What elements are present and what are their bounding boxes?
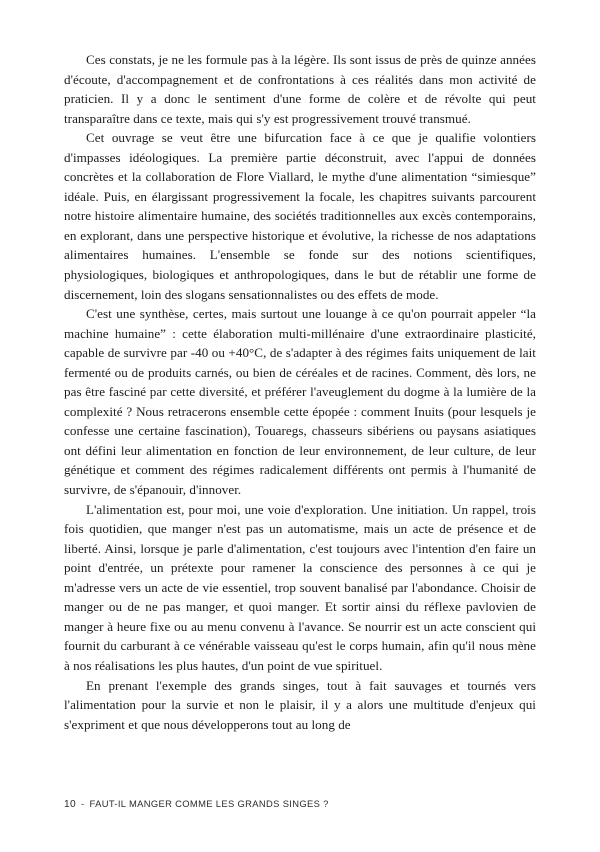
page-footer [64,798,536,810]
footer-book-title: FAUT-IL MANGER COMME LES GRANDS SINGES ? [89,798,329,809]
paragraph: En prenant l'exemple des grands singes, tout à fait sauvages et tournés vers l'alimentation pour la survie et non le plaisir, il y a alors une multitude d'enjeux qui s'expriment et que nous développerons tout au long de [64,677,536,732]
footer-separator: - [81,798,85,809]
paragraph: C'est une synthèse, certes, mais surtout une louange à ce qu'on pourrait appeler “la machine humaine” : cette élaboration multi-millénaire d'une extraordinaire plasticité, capable de survivre par -40 ou +40°C, de s'adapter à des régimes faits uniquement de lait fermenté ou de produits carnés, ou bien de céréales et de racines. Comment, dès lors, ne pas être fasciné par cette diversité, et préférer l'aveuglement du dogme à la lumière de la complexité ? Nous retracerons ensemble cette épopée : comment Inuits (pour lesquels je confesse une certaine fascination), Touaregs, chasseurs sibériens ou paysans asiatiques ont défini leur alimentation en fonction de leur environnement, de leur culture, de leur génétique et comment des régimes radicalement différents ont permis à l'humanité de survivre, de s'épanouir, d'innover. [64,306,536,498]
page-number: 10 [64,799,77,810]
body-text-column [64,50,536,734]
paragraph: Cet ouvrage se veut être une bifurcation face à ce que je qualifie volontiers d'impasses idéologiques. La première partie déconstruit, avec l'appui de données concrètes et la collaboration de Flore Viallard, le mythe d'une alimentation “simiesque” idéale. Puis, en élargissant progressivement la focale, les chapitres suivants parcourent notre histoire alimentaire humaine, des sociétés traditionnelles aux excès contemporains, en explorant, dans une perspective historique et évolutive, la richesse de nos adaptations alimentaires humaines. L'ensemble se fonde sur des notions scientifiques, physiologiques, biologiques et anthropologiques, dans le but de rétablir une forme de discernement, loin des slogans sensationnalistes ou des effets de mode. [64,130,536,302]
paragraph: Ces constats, je ne les formule pas à la légère. Ils sont issus de près de quinze années d'écoute, d'accompagnement et de confrontations à ces réalités dans mon activité de praticien. Il y a donc le sentiment d'une forme de colère et de révolte qui peut transparaître dans ce texte, mais qui s'y est progressivement trouvé transmué. [64,52,536,126]
paragraph: L'alimentation est, pour moi, une voie d'exploration. Une initiation. Un rappel, trois fois quotidien, que manger n'est pas un automatisme, mais un acte de présence et de liberté. Ainsi, lorsque je parle d'alimentation, c'est toujours avec l'intention d'en faire un point d'entrée, un prétexte pour ramener la conscience des personnes à ce qui je m'adresse vers un acte de vie essentiel, trop souvent banalisé par l'abondance. Choisir de manger ou de ne pas manger, et quoi manger. Et sortir ainsi du réflexe pavlovien de manger à heure fixe ou au menu convenu à l'avance. Se nourrir est un acte conscient qui fournit du carburant à ce vénérable vaisseau qu'est le corps humain, afin qu'il nous mène à nos réalisations les plus hautes, d'un point de vue spirituel. [64,501,536,673]
